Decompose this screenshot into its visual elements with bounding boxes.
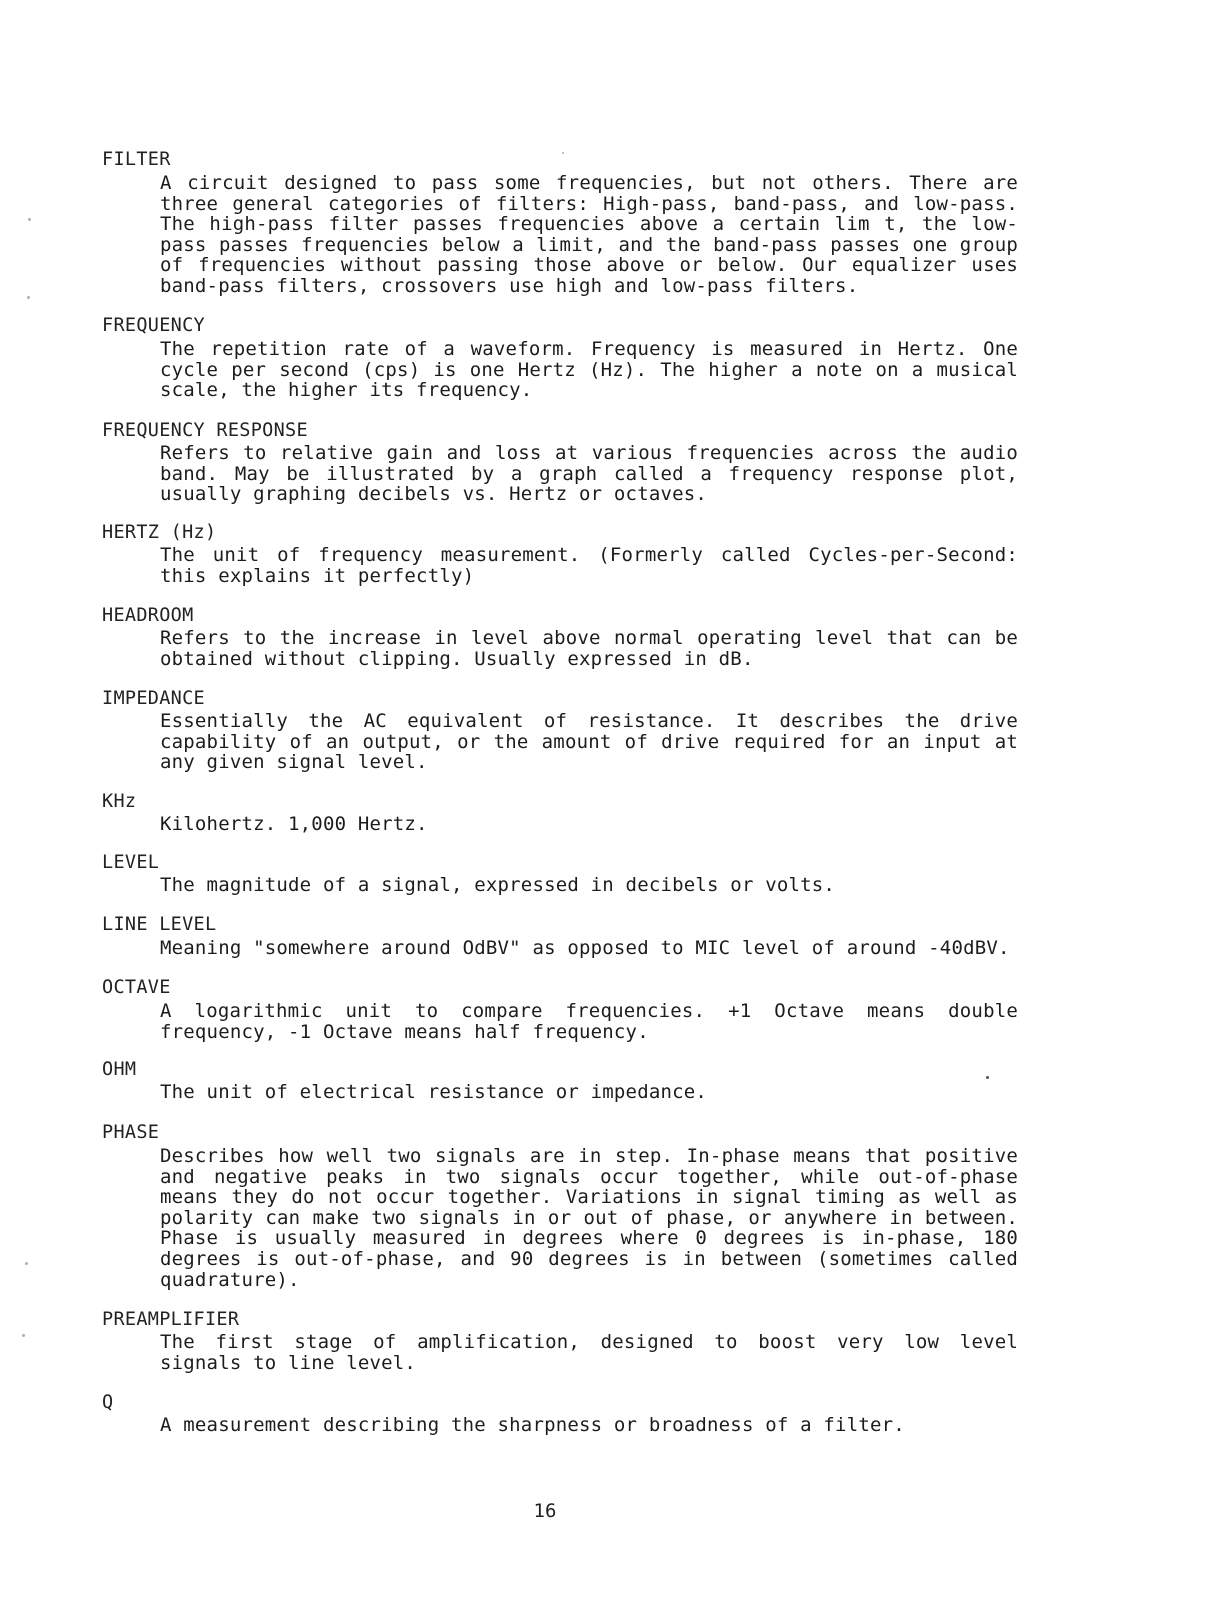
- glossary-definition: A circuit designed to pass some frequencies, but not others. There are three general categories of filters: High-pass, band-pass, and low-pass. The high-pass filter passes frequencies above a certain lim t, the low-pass passes frequencies below a limit, and the band-pass passes one group of frequencies without passing those above or below. Our equalizer uses band-pass filters, crossovers use high and low-pass filters.: [160, 172, 1018, 297]
- glossary-term: PHASE: [102, 1122, 160, 1143]
- glossary-term: PREAMPLIFIER: [102, 1309, 240, 1330]
- glossary-definition: Refers to relative gain and loss at various frequencies across the audio band. May be illustrated by a graph called a frequency response plot, usually graphing decibels vs. Hertz or octaves.: [160, 442, 1018, 506]
- glossary-definition: A measurement describing the sharpness or broadness of a filter.: [160, 1414, 905, 1436]
- glossary-definition: The repetition rate of a waveform. Frequency is measured in Hertz. One cycle per second (cps) is one Hertz (Hz). The higher a note on a musical scale, the higher its frequency.: [160, 338, 1018, 402]
- glossary-term: LEVEL: [102, 852, 160, 873]
- glossary-term: FILTER: [102, 149, 171, 170]
- scan-speck: [986, 1076, 989, 1079]
- glossary-term: OCTAVE: [102, 977, 171, 998]
- glossary-term: HEADROOM: [102, 605, 194, 626]
- glossary-definition: Refers to the increase in level above normal operating level that can be obtained without clipping. Usually expressed in dB.: [160, 627, 1018, 670]
- glossary-definition: Essentially the AC equivalent of resistance. It describes the drive capability of an output, or the amount of drive required for an input at any given signal level.: [160, 710, 1018, 774]
- glossary-term: HERTZ (Hz): [102, 522, 217, 543]
- scan-speck: [562, 152, 564, 154]
- scan-speck: [22, 1334, 25, 1337]
- glossary-term: FREQUENCY RESPONSE: [102, 420, 308, 441]
- glossary-term: KHz: [102, 791, 137, 812]
- glossary-definition: Describes how well two signals are in step. In-phase means that positive and negative peaks in two signals occur together, while out-of-phase means they do not occur together. Variations in signal timing as well as polarity can make two signals in or out of phase, or anywhere in between. Phase is usually measured in degrees where 0 degrees is in-phase, 180 degrees is out-of-phase, and 90 degrees is in between (sometimes called quadrature).: [160, 1145, 1018, 1291]
- page-number: 16: [533, 1500, 557, 1522]
- glossary-definition: The unit of electrical resistance or impedance.: [160, 1081, 708, 1103]
- glossary-definition: Meaning "somewhere around OdBV" as opposed to MIC level of around -40dBV.: [160, 937, 1010, 959]
- scan-speck: [28, 218, 31, 221]
- scan-speck: [27, 296, 30, 299]
- glossary-definition: A logarithmic unit to compare frequencies. +1 Octave means double frequency, -1 Octave means half frequency.: [160, 1000, 1018, 1043]
- glossary-definition: Kilohertz. 1,000 Hertz.: [160, 813, 428, 835]
- glossary-definition: The unit of frequency measurement. (Formerly called Cycles-per-Second: this explains it perfectly): [160, 544, 1018, 587]
- glossary-term: IMPEDANCE: [102, 688, 205, 709]
- glossary-definition: The first stage of amplification, designed to boost very low level signals to line level.: [160, 1331, 1018, 1374]
- scan-speck: [25, 1262, 28, 1265]
- glossary-term: OHM: [102, 1059, 137, 1080]
- glossary-term: Q: [102, 1392, 114, 1413]
- glossary-term: FREQUENCY: [102, 315, 205, 336]
- glossary-definition: The magnitude of a signal, expressed in decibels or volts.: [160, 874, 836, 896]
- glossary-term: LINE LEVEL: [102, 914, 217, 935]
